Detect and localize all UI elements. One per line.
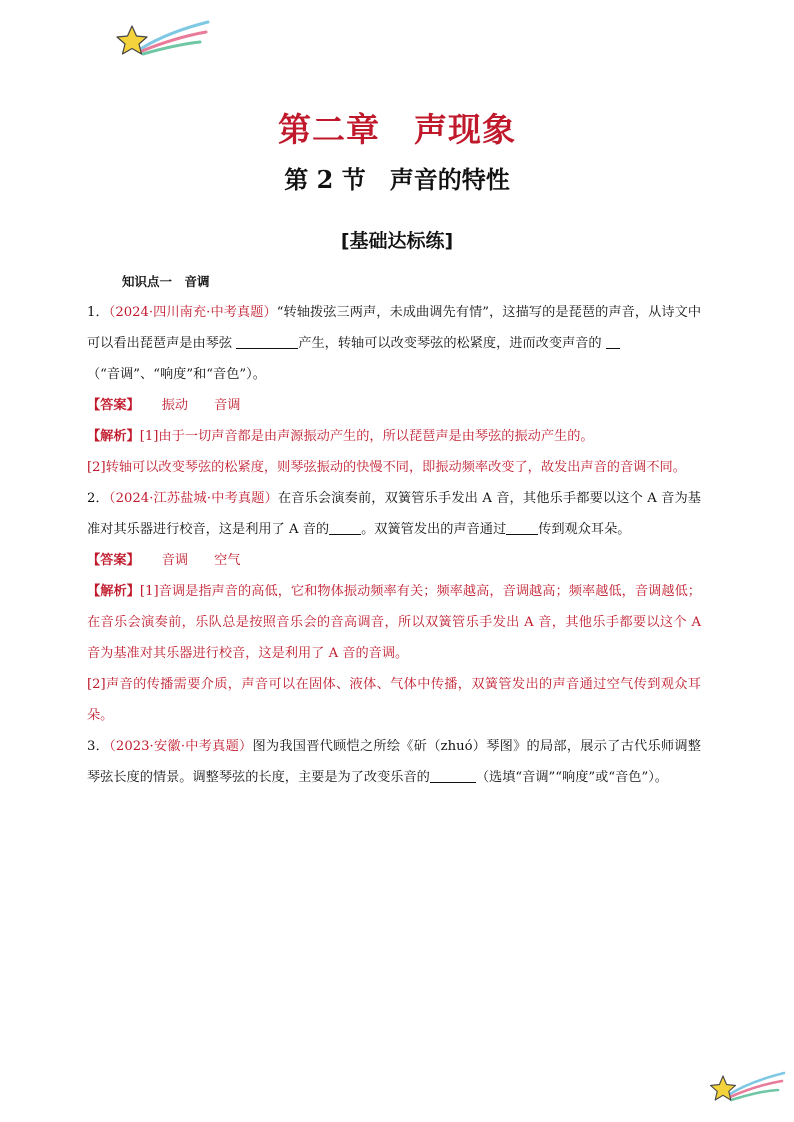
answer-blank[interactable] <box>236 332 298 349</box>
question-number: 3． <box>87 739 110 754</box>
shooting-star-icon <box>112 18 212 62</box>
question-text: 图为我国晋代顾恺之所绘《斫（zhuó）琴图》的局部，展示了古代乐师调整琴弦长度的情景。调整琴弦的长度，主要是为了改变乐音的 <box>87 739 701 785</box>
practice-title: [基础达标练] <box>340 230 454 252</box>
answer-value: 振动 <box>161 398 189 413</box>
shooting-star-icon <box>706 1070 786 1108</box>
analysis-line <box>87 576 701 669</box>
answer-label: 【答案】 <box>87 398 140 413</box>
analysis-line <box>87 421 701 452</box>
analysis-label: 【解析】 <box>87 429 140 444</box>
question-source: （2024·四川南充·中考真题） <box>108 305 277 320</box>
question-text: （选填“音调”“响度”或“音色”）。 <box>475 770 668 785</box>
question-text: “转轴拨弦三两声，未成曲调先有情”，这描写的是琵琶的声音，从诗文中可以看出琵琶声是由琴弦 <box>87 305 702 351</box>
answer-value: 音调 <box>214 398 241 413</box>
analysis-text: [2]转轴可以改变琴弦的松紧度，则琴弦振动的快慢不同，即振动频率改变了，故发出声音的音调不同。 <box>87 460 686 475</box>
chapter-title: 第二章 声现象 <box>278 110 516 149</box>
analysis-text: [2]声音的传播需要介质，声音可以在固体、液体、气体中传播，双簧管发出的声音通过空气传到观众耳朵。 <box>87 677 701 723</box>
answer-line <box>87 545 701 576</box>
question-text: 在音乐会演奏前，双簧管乐手发出 A 音，其他乐手都要以这个 A 音为基准对其乐器进行校音，这是利用了 A 音的 <box>87 491 701 537</box>
question-source: （2024·江苏盐城·中考真题） <box>108 491 278 506</box>
knowledge-point-heading: 知识点一 音调 <box>122 274 210 289</box>
question-text: 产生，转轴可以改变琴弦的松紧度，进而改变声音的 <box>298 336 606 351</box>
answer-blank[interactable] <box>430 766 476 783</box>
question-number: 2． <box>87 491 109 506</box>
section-title: 第 2 节 声音的特性 <box>284 165 510 194</box>
answer-value: 空气 <box>214 553 241 568</box>
analysis-text: [1]音调是指声音的高低，它和物体振动频率有关；频率越高，音调越高；频率越低，音调越低；在音乐会演奏前，乐队总是按照音乐会的音高调音，所以双簧管乐手发出 A 音，其他乐手都要以这个 A 音为基准对其乐器进行校音，这是利用了 A 音的音调。 <box>87 584 701 661</box>
question-number: 1． <box>87 305 109 320</box>
answer-line <box>87 390 701 421</box>
answer-label: 【答案】 <box>87 553 140 568</box>
question-3 <box>87 731 701 793</box>
question-text: 。双簧管发出的声音通过 <box>361 522 507 537</box>
document-body <box>87 266 701 793</box>
answer-blank[interactable] <box>329 518 361 535</box>
question-text: （“音调”、“响度”和“音色”）。 <box>87 367 266 382</box>
question-source: （2023·安徽·中考真题） <box>109 739 253 754</box>
question-2 <box>87 483 701 545</box>
answer-value: 音调 <box>161 553 189 568</box>
question-text: 传到观众耳朵。 <box>538 522 631 537</box>
answer-blank[interactable] <box>506 518 538 535</box>
analysis-label: 【解析】 <box>87 584 140 599</box>
answer-blank[interactable] <box>606 332 620 349</box>
question-1 <box>87 297 701 390</box>
analysis-text: [1]由于一切声音都是由声源振动产生的，所以琵琶声是由琴弦的振动产生的。 <box>139 429 594 444</box>
